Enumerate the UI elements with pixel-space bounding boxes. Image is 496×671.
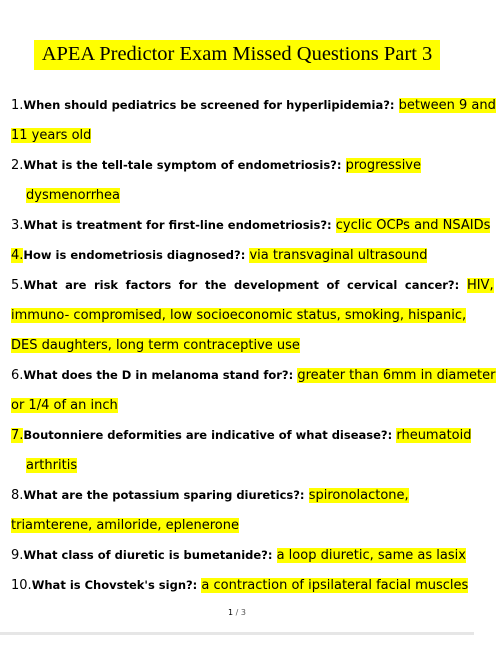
answer-text: spironolactone,	[308, 488, 409, 503]
question-text: What is the tell-tale symptom of endometriosis?:	[23, 158, 342, 172]
page-number	[0, 608, 474, 617]
answer-text: immuno- compromised, low socioeconomic status, smoking, hispanic,	[11, 308, 467, 323]
answer-text: greater than 6mm in diameter	[297, 368, 496, 383]
item-number: 6.	[11, 368, 24, 383]
question-text: How is endometriosis diagnosed?:	[23, 248, 246, 262]
page-separator: /	[235, 608, 239, 617]
total-pages: 3	[240, 608, 246, 617]
item-number: 4.	[11, 248, 24, 263]
item-number: 8.	[11, 488, 24, 503]
page-title: APEA Predictor Exam Missed Questions Part 3	[34, 40, 441, 70]
list-item	[11, 575, 481, 596]
list-item-continuation	[11, 515, 481, 536]
answer-text: a contraction of ipsilateral facial muscles	[201, 578, 469, 593]
list-item	[11, 215, 491, 236]
item-number: 7.	[11, 428, 24, 443]
answer-text: dysmenorrhea	[26, 188, 121, 203]
item-number: 9.	[11, 548, 24, 563]
question-text: What is Chovstek's sign?:	[31, 578, 198, 592]
item-number: 3.	[11, 218, 24, 233]
answer-text: triamterene, amiloride, eplenerone	[11, 518, 239, 533]
item-number: 10.	[11, 578, 32, 593]
question-text: Boutonniere deformities are indicative of what disease?:	[23, 428, 393, 442]
list-item-continuation	[11, 125, 481, 146]
current-page: 1	[228, 608, 234, 617]
list-item	[11, 155, 481, 176]
answer-text: cyclic OCPs and NSAIDs	[335, 218, 491, 233]
question-text: What are risk factors for the development of cervical cancer?:	[23, 278, 460, 292]
answer-text: HIV,	[466, 278, 494, 293]
answer-text: arthritis	[26, 458, 78, 473]
answer-text: or 1/4 of an inch	[11, 398, 118, 413]
list-item	[11, 365, 496, 386]
list-item	[11, 425, 481, 446]
page-bottom-divider	[0, 632, 474, 635]
item-number: 5.	[11, 278, 24, 293]
answer-text: DES daughters, long term contraceptive use	[11, 338, 300, 353]
item-number: 1.	[11, 98, 24, 113]
question-text: What does the D in melanoma stand for?:	[23, 368, 294, 382]
answer-text: between 9 and	[398, 98, 496, 113]
list-item-continuation	[11, 395, 481, 416]
answer-text: rheumatoid	[396, 428, 472, 443]
list-item-continuation	[11, 335, 481, 356]
answer-text: a loop diuretic, same as lasix	[276, 548, 466, 563]
list-item-continuation	[11, 305, 481, 326]
list-item	[11, 545, 481, 566]
question-text: When should pediatrics be screened for hyperlipidemia?:	[23, 98, 395, 112]
answer-text: 11 years old	[11, 128, 92, 143]
item-number: 2.	[11, 158, 24, 173]
list-item	[11, 245, 481, 266]
answer-text: progressive	[345, 158, 422, 173]
list-item-continuation	[26, 455, 496, 476]
list-item	[11, 485, 481, 506]
list-item	[11, 95, 496, 116]
question-text: What are the potassium sparing diuretics?:	[23, 488, 305, 502]
list-item	[11, 275, 494, 296]
question-text: What is treatment for first-line endometriosis?:	[23, 218, 332, 232]
title-container	[0, 40, 474, 70]
answer-text: via transvaginal ultrasound	[249, 248, 428, 263]
question-text: What class of diuretic is bumetanide?:	[23, 548, 273, 562]
list-item-continuation	[26, 185, 496, 206]
